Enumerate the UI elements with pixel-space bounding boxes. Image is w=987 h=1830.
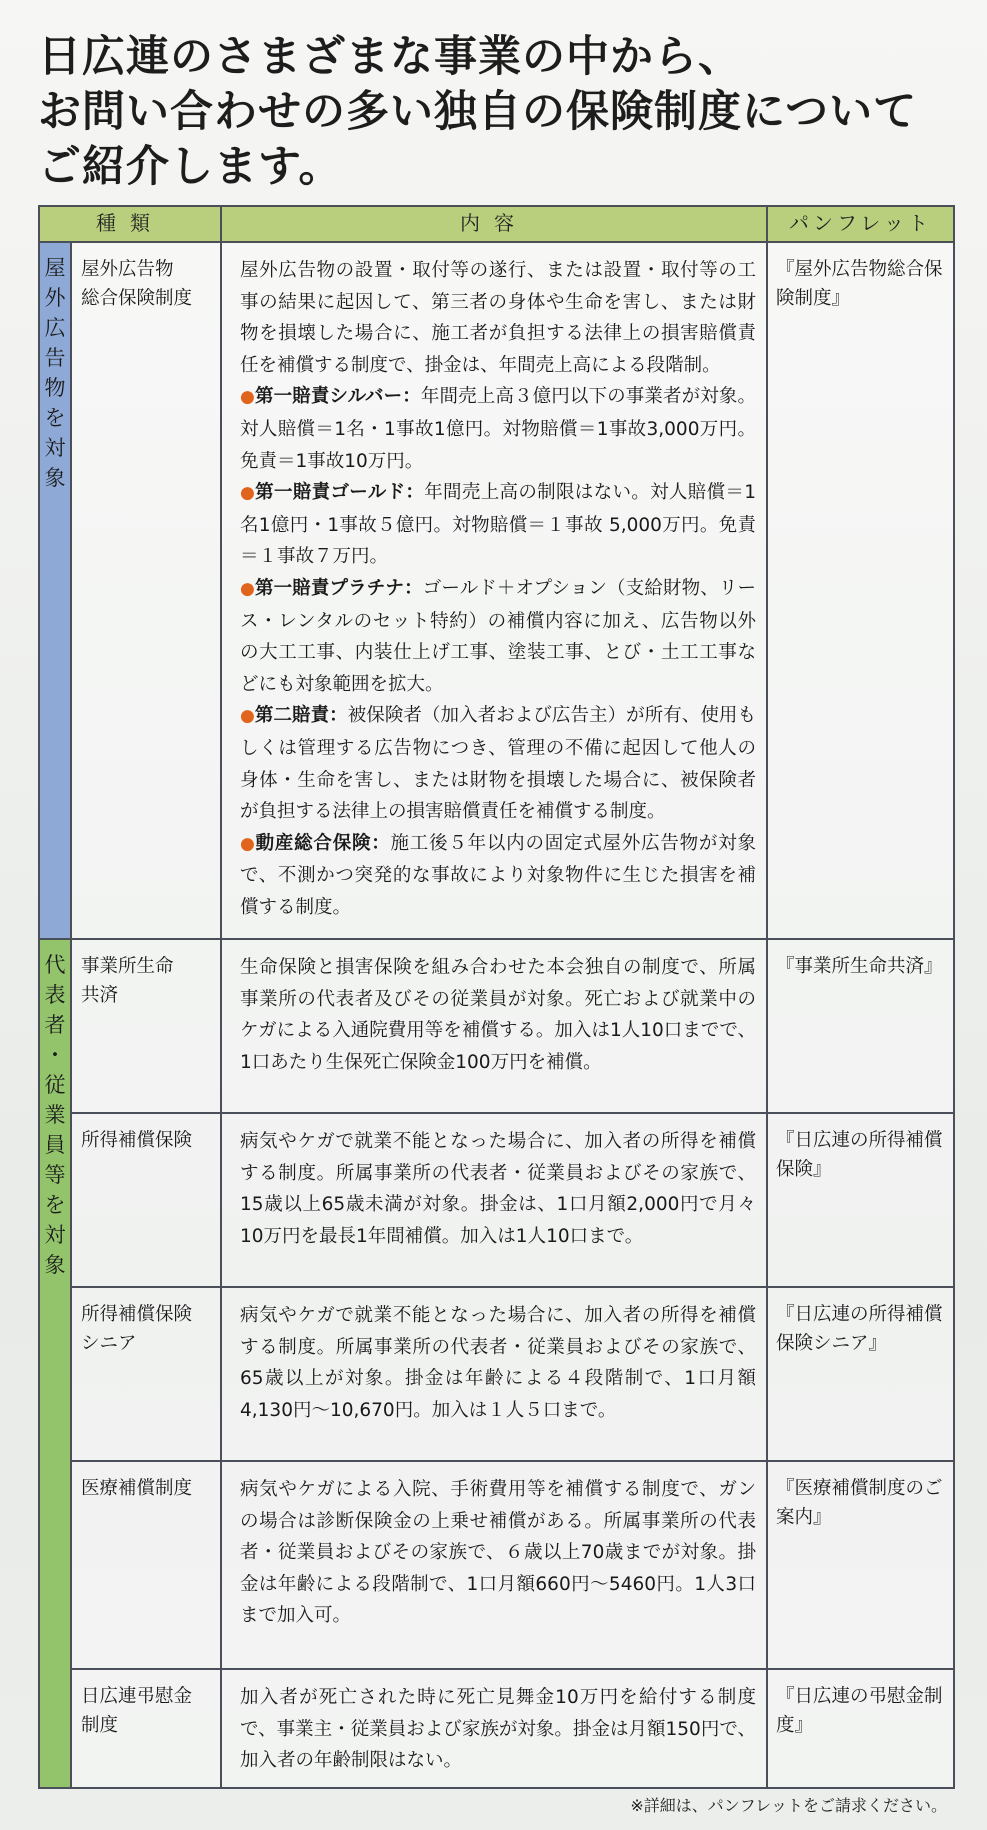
plan-text: 年間売上高３億円以下の事業者が対象。対人賠償＝1名・1事故1億円。対物賠償＝1事故3,000万円。免責＝1事故10万円。 [240, 386, 756, 472]
type-medical: 医療補償制度 [71, 1461, 221, 1669]
plan-text: 施工後５年以内の固定式屋外広告物が対象で、不測かつ突発的な事故により対象物件に生じた損害を補償する制度。 [240, 832, 756, 918]
bullet-icon: ● [240, 483, 256, 504]
bullet-icon: ● [240, 387, 255, 408]
bullet-icon: ● [240, 578, 255, 599]
type-condolence: 日広連弔慰金 制度 [71, 1669, 221, 1788]
pamphlet-outdoor-insurance: 『屋外広告物総合保険制度』 [767, 242, 954, 939]
header-type: 種類 [39, 206, 221, 242]
table-row [39, 242, 954, 939]
title-line-3: ご紹介します。 [38, 142, 343, 192]
plan-name: 第二賠責： [254, 705, 348, 727]
table-row [39, 1287, 954, 1461]
pamphlet-condolence: 『日広連の弔慰金制度』 [767, 1669, 954, 1788]
title-line-2: お問い合わせの多い独自の保険制度について [38, 87, 918, 137]
type-income-senior: 所得補償保険 シニア [71, 1287, 221, 1461]
type-income: 所得補償保険 [71, 1113, 221, 1287]
desc-income: 病気やケガで就業不能となった場合に、加入者の所得を補償する制度。所属事業所の代表者・従業員およびその家族で、15歳以上65歳未満が対象。掛金は、1口月額2,000円で月々10万円を最長1年間補償。加入は1人10口まで。 [221, 1113, 767, 1287]
category-staff: 代 表 者 ・ 従 業 員 等 を 対 象 [39, 939, 71, 1788]
desc-office-life: 生命保険と損害保険を組み合わせた本会独自の制度で、所属事業所の代表者及びその従業員が対象。死亡および就業中のケガによる入通院費用等を補償する。加入は1人10口までで、1口あたり生保死亡保険金100万円を補償。 [221, 939, 767, 1113]
header-content: 内容 [221, 206, 767, 242]
plan-name: 動産総合保険： [255, 832, 391, 854]
plan-name: 第一賠責シルバー： [254, 386, 421, 408]
page-title [38, 30, 968, 195]
table-row [39, 1461, 954, 1669]
desc-condolence: 加入者が死亡された時に死亡見舞金10万円を給付する制度で、事業主・従業員および家族が対象。掛金は月額150円で、加入者の年齢制限はない。 [221, 1669, 767, 1788]
pamphlet-income-senior: 『日広連の所得補償保険シニア』 [767, 1287, 954, 1461]
pamphlet-income: 『日広連の所得補償保険』 [767, 1113, 954, 1287]
pamphlet-medical: 『医療補償制度のご案内』 [767, 1461, 954, 1669]
type-office-life: 事業所生命 共済 [71, 939, 221, 1113]
type-outdoor-insurance: 屋外広告物 総合保険制度 [71, 242, 221, 939]
bullet-icon: ● [240, 706, 255, 727]
plan-text: ゴールド＋オプション（支給財物、リース・レンタルのセット特約）の補償内容に加え、広告物以外の大工工事、内装仕上げ工事、塗装工事、とび・土工工事などにも対象範囲を拡大。 [240, 577, 756, 695]
table-header-row [39, 206, 954, 242]
pamphlet-office-life: 『事業所生命共済』 [767, 939, 954, 1113]
table-row [39, 1669, 954, 1788]
table-row [39, 1113, 954, 1287]
header-pamphlet: パンフレット [767, 206, 954, 242]
plan-name: 第一賠責ゴールド： [255, 482, 425, 504]
desc-medical: 病気やケガによる入院、手術費用等を補償する制度で、ガンの場合は診断保険金の上乗せ補償がある。所属事業所の代表者・従業員およびその家族で、６歳以上70歳までが対象。掛金は年齢による段階制で、1口月額660円〜5460円。1人3口まで加入可。 [221, 1461, 767, 1669]
plan-text: 年間売上高の制限はない。対人賠償＝1名1億円・1事故５億円。対物賠償＝１事故 5,000万円。免責＝１事故７万円。 [240, 482, 756, 568]
desc-outdoor-insurance [221, 242, 767, 939]
category-outdoor: 屋 外 広 告 物 を 対 象 [39, 242, 71, 939]
plan-name: 第一賠責プラチナ： [254, 577, 423, 599]
table-row [39, 939, 954, 1113]
title-line-1: 日広連のさまざまな事業の中から、 [38, 32, 742, 82]
desc-intro: 屋外広告物の設置・取付等の遂行、または設置・取付等の工事の結果に起因して、第三者の身体や生命を害し、または財物を損壊した場合に、施工者が負担する法律上の損害賠償責任を補償する制度で、掛金は、年間売上高による段階制。 [240, 260, 756, 376]
footnote: ※詳細は、パンフレットをご請求ください。 [630, 1796, 947, 1815]
insurance-table [38, 205, 955, 1789]
plan-text: 被保険者（加入者および広告主）が所有、使用もしくは管理する広告物につき、管理の不備に起因して他人の身体・生命を害し、または財物を損壊した場合に、被保険者が負担する法律上の損害賠償責任を補償する制度。 [240, 705, 756, 823]
desc-income-senior: 病気やケガで就業不能となった場合に、加入者の所得を補償する制度。所属事業所の代表者・従業員およびその家族で、65歳以上が対象。掛金は年齢による４段階制で、1口月額4,130円〜10,670円。加入は１人５口まで。 [221, 1287, 767, 1461]
bullet-icon: ● [240, 833, 256, 854]
